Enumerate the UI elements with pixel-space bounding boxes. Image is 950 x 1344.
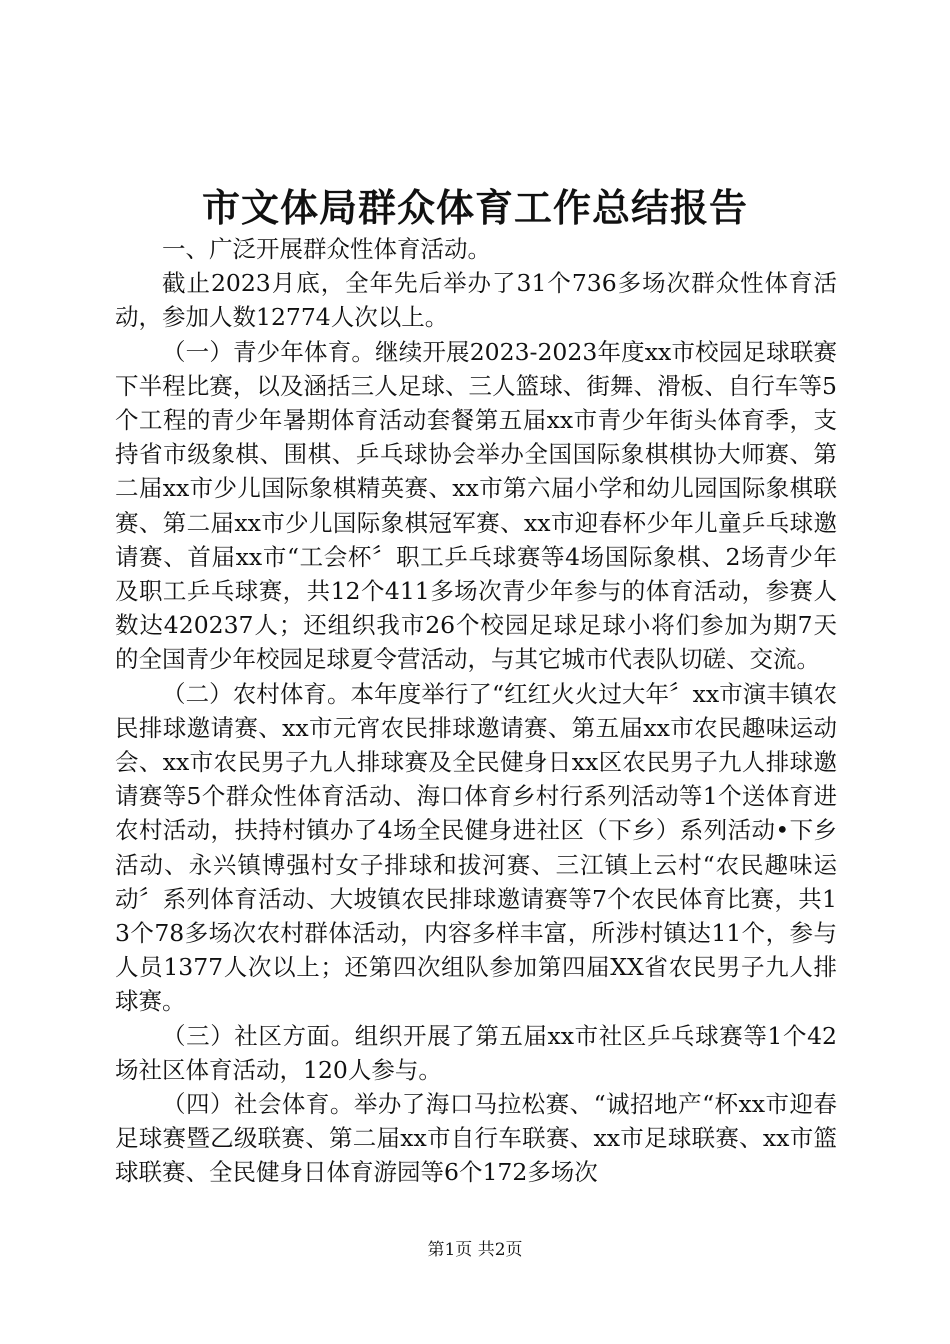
community-paragraph: （三）社区方面。组织开展了第五届xx市社区乒乓球赛等1个42场社区体育活动，120人参与。	[115, 1021, 837, 1084]
rural-sports-paragraph: （二）农村体育。本年度举行了“红红火火过大年〞xx市演丰镇农民排球邀请赛、xx市元宵农民排球邀请赛、第五届xx市农民趣味运动会、xx市农民男子九人排球赛及全民健身日xx区农民男子九人排球邀请赛等5个群众性体育活动、海口体育乡村行系列活动等1个送体育进农村活动，扶持村镇办了4场全民健身进社区（下乡）系列活动•下乡活动、永兴镇博强村女子排球和拔河赛、三江镇上云村“农民趣味运动〞系列体育活动、大坡镇农民排球邀请赛等7个农民体育比赛，共13个78多场次农村群体活动，内容多样丰富，所涉村镇达11个，参与人员1377人次以上；还第四次组队参加第四届XX省农民男子九人排球赛。	[115, 679, 837, 1016]
summary-paragraph: 截止2023月底，全年先后举办了31个736多场次群众性体育活动，参加人数12774人次以上。	[115, 269, 837, 332]
social-sports-paragraph: （四）社会体育。举办了海口马拉松赛、“诚招地产“杯xx市迎春足球赛暨乙级联赛、第二届xx市自行车联赛、xx市足球联赛、xx市篮球联赛、全民健身日体育游园等6个172多场次	[115, 1090, 837, 1187]
section-heading: 一、广泛开展群众性体育活动。	[162, 235, 491, 263]
document-title: 市文体局群众体育工作总结报告	[201, 185, 748, 230]
page-number-footer: 第1页 共2页	[427, 1240, 523, 1260]
document-body	[115, 232, 837, 1190]
youth-sports-paragraph: （一）青少年体育。继续开展2023-2023年度xx市校园足球联赛下半程比赛，以及涵括三人足球、三人篮球、街舞、滑板、自行车等5个工程的青少年暑期体育活动套餐第五届xx市青少年街头体育季，支持省市级象棋、围棋、乒乓球协会举办全国国际象棋棋协大师赛、第二届xx市少儿国际象棋精英赛、xx市第六届小学和幼儿园国际象棋联赛、第二届xx市少儿国际象棋冠军赛、xx市迎春杯少年儿童乒乓球邀请赛、首届xx市“工会杯〞职工乒乓球赛等4场国际象棋、2场青少年及职工乒乓球赛，共12个411多场次青少年参与的体育活动，参赛人数达420237人；还组织我市26个校园足球足球小将们参加为期7天的全国青少年校园足球夏令营活动，与其它城市代表队切磋、交流。	[115, 337, 837, 674]
